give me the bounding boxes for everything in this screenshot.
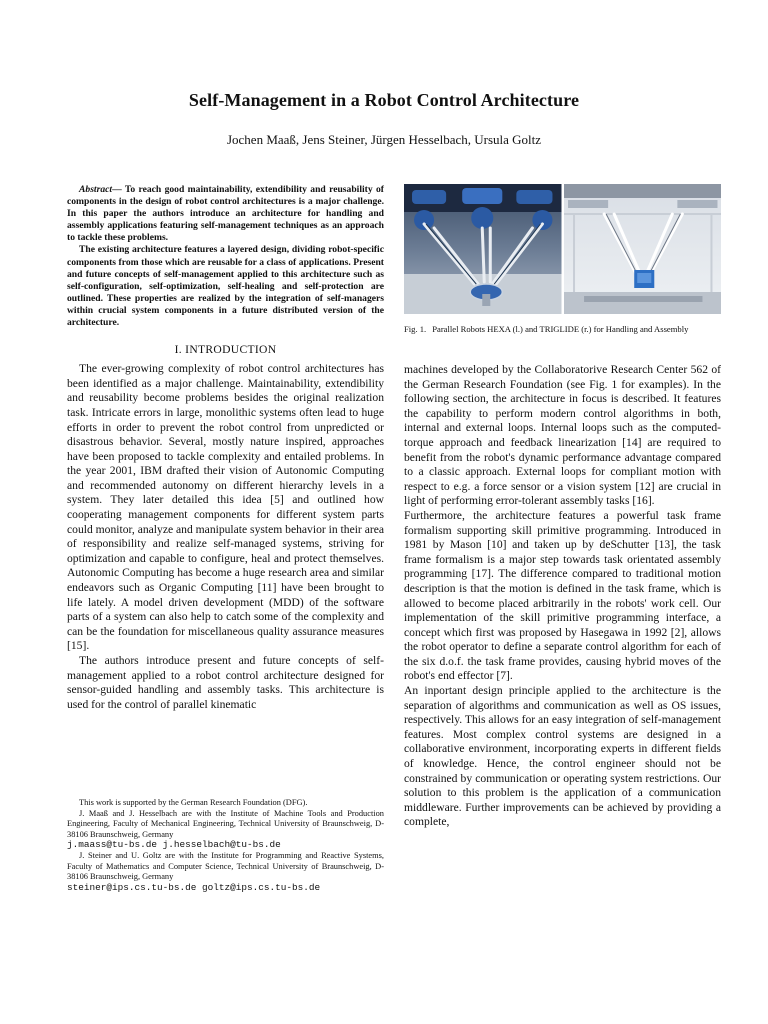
footnote-emails-1: j.maass@tu-bs.de j.hesselbach@tu-bs.de [67, 839, 281, 851]
right-column [404, 184, 721, 830]
footnote-affiliation-2-text: J. Steiner and U. Goltz are with the Institute for Programming and Reactive Systems, Faculty of Mathematics and Computer Science, Technical University of Braunschweig, D-38106 Braunschweig, Germany [67, 850, 384, 882]
right-paragraph-1: machines developed by the Collaboratorive Research Center 562 of the German Research Foundation (see Fig. 1 for examples). In the following section, the architecture in focus is described. It features the capability to perform modern control algorithms in both, internal and external loops. Internal loops such as the computed-torque approach and feedback linearization [14] are required to benefit from the robot's dynamic performance advantage compared to a classic approach. External loops for compliant motion with respect to e.g. a force sensor or a vision system [12] are crucial in light of performing error-tolerant assembly tasks [16]. [404, 363, 721, 508]
footnote-emails-2: steiner@ips.cs.tu-bs.de goltz@ips.cs.tu-bs.de [67, 881, 321, 893]
right-paragraph-3: An inportant design principle applied to the architecture is the separation of algorithms and communication as well as OS issues, respectively. This allows for an easy integration of self-management features. Most complex control systems are designed in a collaborative environment, incorporating experts in different fields of knowledge. Hence, the control engineer should not be constrained by communication or operating system restrictions. Our solution to this problem is the application of a communication middleware. Further improvements can be achieved by providing a complete, [404, 684, 721, 829]
figure-caption [404, 324, 721, 335]
figure-1 [404, 184, 721, 314]
intro-paragraph-2: The authors introduce present and future concepts of self-management applied to a robot control architecture designed for sensor-guided handling and assembly tasks. This architecture is used for the control of parallel kinematic [67, 654, 384, 711]
footnote-affiliation-1 [67, 809, 384, 851]
abstract-paragraph-1: — To reach good maintainability, extendibility and reusability of components in the design of robot control architectures is a major challenge. In this paper the authors introduce an architecture for handling and assembly applications featuring self-management techniques as an approach to tackle these problems. [67, 184, 384, 244]
hexa-robot-photo [404, 184, 562, 314]
abstract-lead: Abstract [79, 184, 113, 195]
triglide-robot-illustration [564, 184, 722, 314]
introduction-text [67, 362, 384, 712]
paper-title: Self-Management in a Robot Control Architecture [188, 90, 580, 110]
triglide-robot-photo [564, 184, 722, 314]
author-list: Jochen Maaß, Jens Steiner, Jürgen Hesselbach, Ursula Goltz [226, 132, 542, 147]
footnote-affiliation-1-text: J. Maaß and J. Hesselbach are with the Institute of Machine Tools and Production Engineering, Faculty of Mechanical Engineering, Technical University of Braunschweig, D-38106 Braunschweig, Germany [67, 808, 384, 839]
intro-paragraph-1: The ever-growing complexity of robot control architectures has been identified as a major challenge. Maintainability, extendibility and reusability become problems besides the original realization task. Intricate errors in large, monolithic systems often lead to huge efforts in order to prevent the robot control from unpredicted or disastrous behavior. Several, mostly nature inspired, approaches have been proposed to tackle complexity and entailed problems. In the year 2001, IBM drafted their vision of Autonomic Computing and recommended autonomy on different hierarchy levels in a system. They later detailed this idea [5] and outlined how cooperating management components for different system parts could monitor, analyze and manipulate system behavior in their area of responsibility and realize self-managed systems, striving for optimization and capable to configure, heal and protect themselves. Autonomic Computing has become a huge research area and similar endeavors such as Organic Computing [11] have been brought to life lately. A model driven development (MDD) of the software parts of a system can also help to catch some of the complexity and can be the foundation for miscellaneous quality assurance measures [15]. [67, 362, 384, 653]
section-heading-introduction: I. INTRODUCTION [174, 343, 277, 357]
abstract [67, 184, 384, 329]
footnote-funding: This work is supported by the German Research Foundation (DFG). [79, 798, 308, 807]
hexa-robot-illustration [404, 184, 562, 314]
right-paragraph-2: Furthermore, the architecture features a powerful task frame formalism supporting skill primitive programming. Introduced in 1981 by Mason [10] and taken up by deSchutter [13], the task frame formalism is a major step towards task orientated assembly programming [17]. The difference compared to traditional motion description is that the motion is defined in the task frame, which is allowed to become placed arbitrarily in the robots' work cell. Our implementation of the skill primitive programming interface, a concept which first was proposed by Hasegawa in 1992 [2], allows the robot operator to define a separate control algorithm for each of the six d.o.f. the task frame provides, causing hybrid moves of the robot's end effector [7]. [404, 508, 721, 683]
right-body-text [404, 363, 721, 830]
footnote-affiliation-2 [67, 851, 384, 893]
figure-label: Fig. 1. [404, 324, 427, 334]
figure-caption-text: Parallel Robots HEXA (l.) and TRIGLIDE (r.) for Handling and Assembly [432, 324, 689, 334]
left-column [67, 184, 384, 712]
footnotes [67, 798, 384, 893]
abstract-paragraph-2: The existing architecture features a layered design, dividing robot-specific components from those which are reusable for a class of applications. Present and future concepts of self-management applied to this architecture such as self-configuration, self-optimization, self-healing and self-protection are outlined. These properties are realized by the integration of self-managers within crucial system components in a future distributed version of the architecture. [67, 244, 384, 329]
